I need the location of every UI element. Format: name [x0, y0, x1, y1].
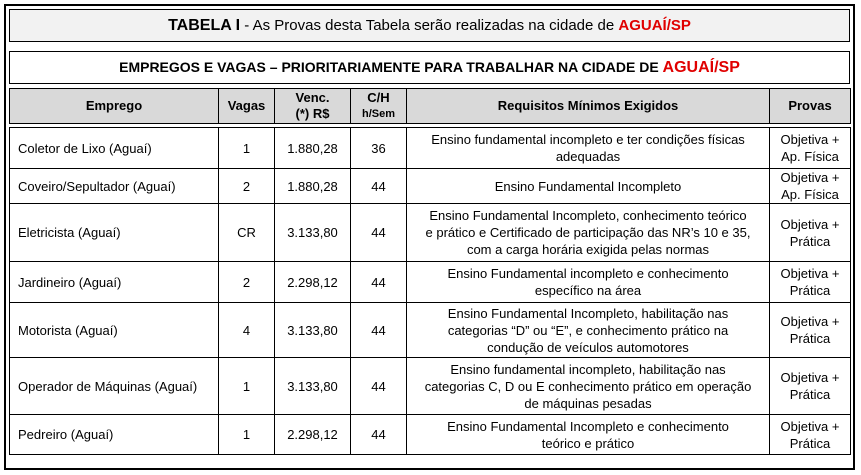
cell-provas — [770, 303, 851, 358]
table-subtitle-text: EMPREGOS E VAGAS – PRIORITARIAMENTE PARA TRABALHAR NA CIDADE DE — [119, 59, 663, 75]
cell-requisitos-line: Ensino Fundamental Incompleto, habilitação nas — [447, 305, 729, 321]
cell-provas-line: Objetiva + — [780, 266, 840, 281]
cell-provas-line: Prática — [789, 387, 831, 402]
cell-requisitos — [407, 358, 770, 415]
cell-emprego: Operador de Máquinas (Aguaí) — [10, 358, 219, 415]
cell-venc: 3.133,80 — [275, 303, 351, 358]
cell-provas-line: Objetiva + — [780, 314, 840, 329]
table-subtitle — [9, 51, 850, 84]
cell-requisitos — [407, 169, 770, 204]
cell-venc: 1.880,28 — [275, 128, 351, 169]
cell-venc: 2.298,12 — [275, 415, 351, 455]
table-row — [10, 415, 851, 455]
cell-provas-line: Prática — [789, 435, 831, 451]
table-body — [10, 124, 851, 455]
cell-venc: 2.298,12 — [275, 262, 351, 303]
cell-ch: 44 — [351, 204, 407, 262]
cell-requisitos-line: específico na área — [534, 283, 642, 298]
header-row — [10, 89, 851, 124]
cell-ch: 44 — [351, 262, 407, 303]
header-venc-line1: Venc. — [295, 90, 330, 105]
table-title-city: AGUAÍ/SP — [618, 17, 691, 34]
cell-provas — [770, 169, 851, 204]
cell-requisitos-line: Ensino fundamental incompleto e ter condições físicas — [431, 132, 745, 147]
cell-requisitos — [407, 303, 770, 358]
cell-provas-line: Objetiva + — [780, 170, 840, 185]
cell-requisitos — [407, 128, 770, 169]
cell-vagas: 1 — [219, 128, 275, 169]
cell-emprego: Pedreiro (Aguaí) — [10, 415, 219, 455]
cell-requisitos-line: com a carga horária exigida pelas normas — [466, 242, 710, 257]
cell-requisitos — [407, 262, 770, 303]
cell-ch: 36 — [351, 128, 407, 169]
cell-requisitos-line: adequadas — [555, 149, 621, 164]
table-title-text: - As Provas desta Tabela serão realizadas na cidade de — [240, 17, 619, 34]
table-title-label: TABELA I — [168, 17, 241, 34]
cell-provas — [770, 204, 851, 262]
cell-provas-line: Ap. Física — [781, 149, 839, 164]
table-row — [10, 204, 851, 262]
cell-emprego: Coveiro/Sepultador (Aguaí) — [10, 169, 219, 204]
cell-vagas: 2 — [219, 262, 275, 303]
cell-requisitos-line: Ensino Fundamental Incompleto — [494, 178, 682, 194]
table-subtitle-city: AGUAÍ/SP — [662, 59, 740, 76]
cell-vagas: 1 — [219, 415, 275, 455]
header-requisitos: Requisitos Mínimos Exigidos — [407, 89, 770, 124]
cell-requisitos-line: condução de veículos automotores — [487, 339, 689, 355]
cell-vagas: 2 — [219, 169, 275, 204]
cell-emprego: Eletricista (Aguaí) — [10, 204, 219, 262]
header-emprego: Emprego — [10, 89, 219, 124]
cell-requisitos-line: categorias C, D ou E conhecimento prático em operação — [424, 378, 752, 394]
table-row — [10, 358, 851, 415]
cell-provas — [770, 415, 851, 455]
cell-provas-line: Objetiva + — [780, 370, 840, 385]
cell-vagas: 1 — [219, 358, 275, 415]
header-vagas: Vagas — [219, 89, 275, 124]
cell-provas — [770, 128, 851, 169]
cell-emprego: Motorista (Aguaí) — [10, 303, 219, 358]
table-row — [10, 303, 851, 358]
cell-requisitos — [407, 415, 770, 455]
header-ch-line2: h/Sem — [361, 108, 395, 120]
cell-requisitos-line: Ensino fundamental incompleto, habilitação nas — [450, 361, 726, 377]
cell-provas — [770, 358, 851, 415]
cell-provas-line: Objetiva + — [780, 216, 840, 232]
table-row — [10, 169, 851, 204]
cell-provas-line: Objetiva + — [780, 418, 840, 434]
table-row — [10, 128, 851, 169]
header-ch — [351, 89, 407, 124]
cell-requisitos — [407, 204, 770, 262]
cell-vagas: 4 — [219, 303, 275, 358]
cell-ch: 44 — [351, 358, 407, 415]
cell-provas-line: Prática — [789, 331, 831, 346]
cell-vagas: CR — [219, 204, 275, 262]
header-venc — [275, 89, 351, 124]
cell-provas — [770, 262, 851, 303]
cell-requisitos-line: categorias “D” ou “E”, e conhecimento prático na — [447, 322, 729, 338]
cell-provas-line: Prática — [789, 233, 831, 249]
cell-emprego: Coletor de Lixo (Aguaí) — [10, 128, 219, 169]
cell-venc: 3.133,80 — [275, 204, 351, 262]
header-venc-line2: (*) R$ — [295, 106, 330, 121]
table-row — [10, 262, 851, 303]
cell-provas-line: Objetiva + — [780, 132, 840, 147]
cell-requisitos-line: de máquinas pesadas — [524, 395, 652, 411]
table-title — [9, 9, 850, 42]
header-provas: Provas — [770, 89, 851, 124]
cell-venc: 1.880,28 — [275, 169, 351, 204]
cell-requisitos-line: Ensino Fundamental incompleto e conhecimento — [447, 266, 729, 281]
cell-requisitos-line: teórico e prático — [541, 435, 635, 451]
cell-requisitos-line: e prático e Certificado de participação das NR’s 10 e 35, — [425, 225, 751, 240]
cell-requisitos-line: Ensino Fundamental Incompleto, conhecimento teórico — [429, 208, 747, 223]
cell-provas-line: Ap. Física — [781, 187, 839, 202]
cell-ch: 44 — [351, 415, 407, 455]
cell-provas-line: Prática — [789, 283, 831, 298]
cell-requisitos-line: Ensino Fundamental Incompleto e conhecimento — [447, 418, 729, 434]
jobs-table — [9, 88, 851, 455]
cell-ch: 44 — [351, 303, 407, 358]
cell-ch: 44 — [351, 169, 407, 204]
header-ch-line1: C/H — [367, 90, 390, 105]
cell-emprego: Jardineiro (Aguaí) — [10, 262, 219, 303]
cell-venc: 3.133,80 — [275, 358, 351, 415]
